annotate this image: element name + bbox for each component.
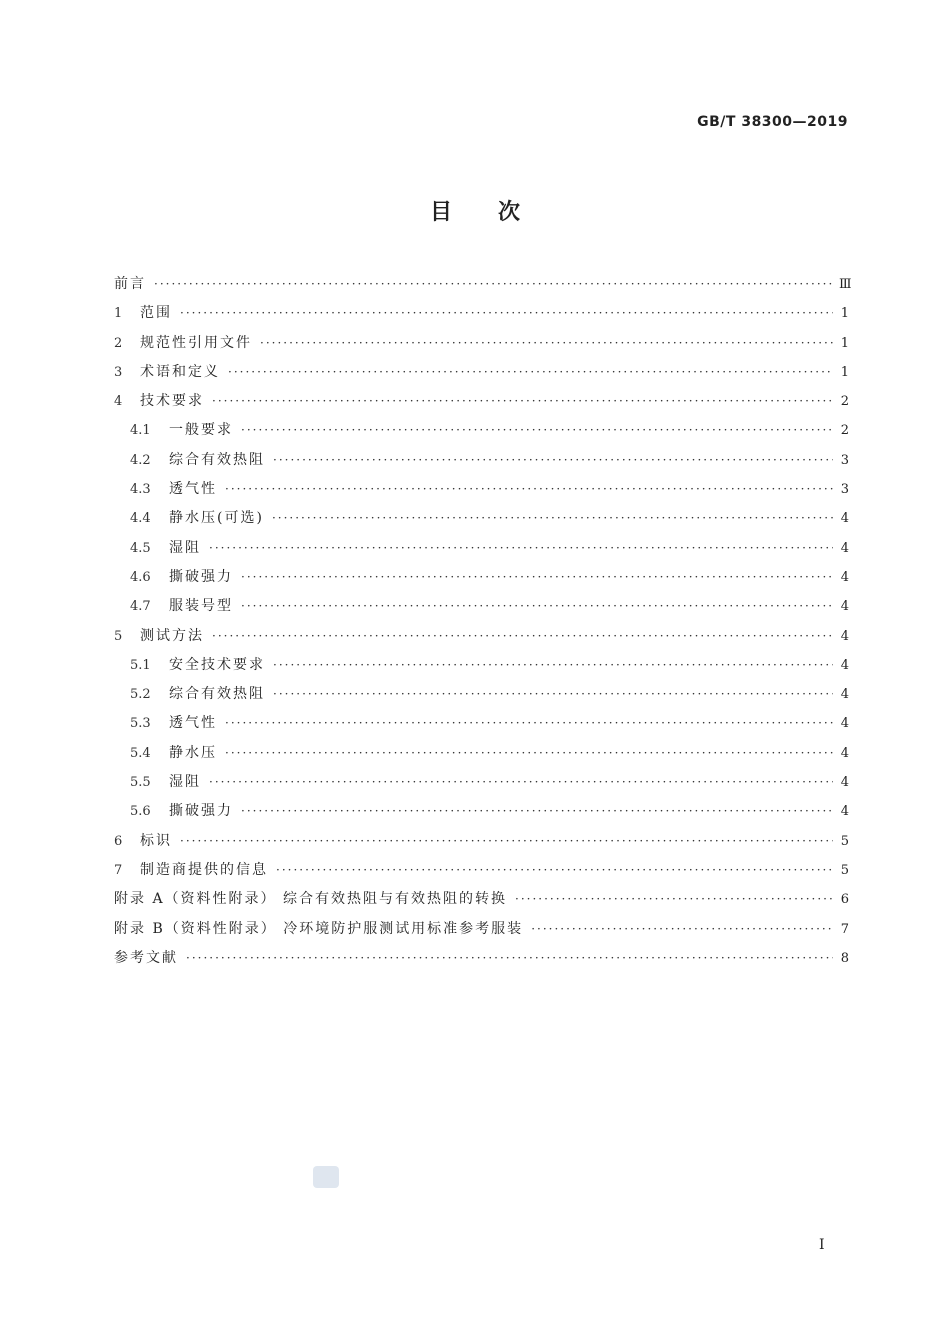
standard-code: GB/T 38300—2019 (697, 114, 848, 130)
toc-entry[interactable] (114, 856, 849, 885)
toc-entry-page: 4 (840, 569, 849, 585)
toc-leader-dots (515, 885, 833, 914)
toc-leader-dots (212, 387, 833, 416)
toc-entry-label: 湿阻 (169, 774, 201, 791)
toc-entry-label: 综合有效热阻 (169, 451, 265, 468)
toc-entry-number: 5 (114, 628, 123, 644)
toc-leader-dots (209, 534, 833, 563)
toc-entry-label: 标识 (140, 832, 172, 849)
toc-entry-number: 4.2 (130, 452, 151, 468)
toc-leader-dots (212, 622, 833, 651)
toc-entry-page: 4 (840, 657, 849, 673)
toc-entry[interactable] (114, 534, 849, 563)
toc-entry-label: 附录 A（资料性附录） 综合有效热阻与有效热阻的转换 (114, 891, 508, 908)
toc-entry-page: 5 (840, 833, 849, 849)
toc-entry-label: 参考文献 (114, 949, 178, 966)
toc-leader-dots (228, 358, 833, 387)
toc-entry-number: 5.6 (130, 804, 151, 820)
toc-entry-page: Ⅲ (839, 277, 852, 292)
toc-entry-page: 6 (840, 892, 849, 908)
toc-entry-label: 技术要求 (140, 393, 204, 410)
toc-entry-number: 5.4 (130, 745, 151, 761)
toc-entry-number: 5.5 (130, 775, 151, 791)
toc-entry-page: 1 (840, 335, 849, 351)
toc-leader-dots (241, 797, 833, 826)
toc-entry[interactable] (114, 299, 849, 328)
toc-leader-dots (180, 827, 833, 856)
toc-leader-dots (272, 504, 833, 533)
toc-entry-page: 3 (840, 482, 849, 498)
page-number: Ⅰ (819, 1237, 825, 1253)
toc-entry[interactable] (114, 651, 849, 680)
toc-entry-label: 静水压 (169, 744, 217, 761)
toc-entry-label: 撕破强力 (169, 803, 233, 820)
toc-entry-page: 4 (840, 540, 849, 556)
toc-entry-label: 静水压(可选) (169, 510, 264, 527)
toc-entry-page: 4 (840, 628, 849, 644)
toc-entry[interactable] (114, 622, 849, 651)
toc-entry[interactable] (114, 944, 849, 973)
toc-leader-dots (241, 563, 833, 592)
toc-leader-dots (225, 475, 833, 504)
toc-leader-dots (186, 944, 833, 973)
toc-entry[interactable] (114, 592, 849, 621)
toc-entry[interactable] (114, 709, 849, 738)
toc-leader-dots (531, 915, 833, 944)
toc-entry-number: 1 (114, 306, 123, 322)
toc-entry-page: 2 (840, 394, 849, 410)
toc-entry[interactable] (114, 358, 849, 387)
toc-entry-label: 安全技术要求 (169, 656, 265, 673)
toc-entry[interactable] (114, 885, 849, 914)
toc-entry-page: 4 (840, 687, 849, 703)
toc-entry-page: 4 (840, 599, 849, 615)
toc-entry-page: 1 (840, 306, 849, 322)
toc-entry[interactable] (114, 446, 849, 475)
toc-leader-dots (273, 651, 833, 680)
toc-entry-label: 术语和定义 (140, 363, 220, 380)
toc-entry[interactable] (114, 827, 849, 856)
toc-leader-dots (273, 680, 833, 709)
toc-entry[interactable] (114, 680, 849, 709)
toc-entry[interactable] (114, 739, 849, 768)
toc-entry-label: 撕破强力 (169, 568, 233, 585)
toc-entry-number: 4.6 (130, 569, 151, 585)
toc-entry[interactable] (114, 915, 849, 944)
toc-entry-label: 服装号型 (169, 598, 233, 615)
toc-entry-page: 4 (840, 745, 849, 761)
toc-entry[interactable] (114, 329, 849, 358)
toc-entry-number: 4.7 (130, 599, 151, 615)
toc-leader-dots (154, 270, 833, 299)
toc-leader-dots (273, 446, 833, 475)
toc-entry-number: 4.3 (130, 482, 151, 498)
toc-entry-label: 附录 B（资料性附录） 冷环境防护服测试用标准参考服装 (114, 920, 524, 937)
toc-entry[interactable] (114, 416, 849, 445)
toc-title: 目次 (429, 200, 566, 225)
toc-entry[interactable] (114, 270, 852, 299)
toc-entry-label: 范围 (140, 305, 172, 322)
toc-entry-label: 制造商提供的信息 (140, 861, 268, 878)
toc-leader-dots (241, 592, 833, 621)
toc-entry-label: 前言 (114, 276, 146, 292)
toc-leader-dots (260, 329, 833, 358)
toc-entry-page: 3 (840, 452, 849, 468)
toc-entry-number: 6 (114, 833, 123, 849)
toc-entry[interactable] (114, 768, 849, 797)
sac-watermark-logo (313, 1166, 339, 1188)
toc-entry-number: 4 (114, 394, 123, 410)
toc-leader-dots (276, 856, 833, 885)
toc-entry-number: 7 (114, 862, 123, 878)
toc-entry-number: 5.1 (130, 657, 151, 673)
toc-entry-page: 5 (840, 862, 849, 878)
toc-entry-page: 4 (840, 804, 849, 820)
toc-entry-number: 4.1 (130, 423, 151, 439)
toc-entry-number: 5.2 (130, 687, 151, 703)
toc-entry-page: 2 (840, 423, 849, 439)
toc-entry[interactable] (114, 797, 849, 826)
toc-entry[interactable] (114, 387, 849, 416)
toc-entry-page: 4 (840, 716, 849, 732)
toc-entry-label: 透气性 (169, 715, 217, 732)
table-of-contents (114, 270, 852, 973)
toc-entry-page: 7 (840, 921, 849, 937)
toc-leader-dots (180, 299, 833, 328)
toc-entry-label: 湿阻 (169, 539, 201, 556)
toc-entry-page: 4 (840, 511, 849, 527)
toc-leader-dots (225, 739, 833, 768)
toc-entry[interactable] (114, 504, 849, 533)
toc-entry[interactable] (114, 475, 849, 504)
toc-entry-label: 一般要求 (169, 422, 233, 439)
toc-entry[interactable] (114, 563, 849, 592)
toc-entry-page: 1 (840, 364, 849, 380)
toc-entry-number: 4.5 (130, 540, 151, 556)
toc-entry-label: 透气性 (169, 481, 217, 498)
toc-entry-label: 综合有效热阻 (169, 686, 265, 703)
toc-entry-label: 测试方法 (140, 627, 204, 644)
toc-entry-label: 规范性引用文件 (140, 334, 252, 351)
toc-leader-dots (241, 416, 833, 445)
toc-entry-number: 4.4 (130, 511, 151, 527)
toc-entry-page: 8 (840, 950, 849, 966)
toc-leader-dots (225, 709, 833, 738)
toc-entry-number: 5.3 (130, 716, 151, 732)
toc-entry-number: 3 (114, 364, 123, 380)
toc-leader-dots (209, 768, 833, 797)
toc-entry-number: 2 (114, 335, 123, 351)
toc-entry-page: 4 (840, 775, 849, 791)
